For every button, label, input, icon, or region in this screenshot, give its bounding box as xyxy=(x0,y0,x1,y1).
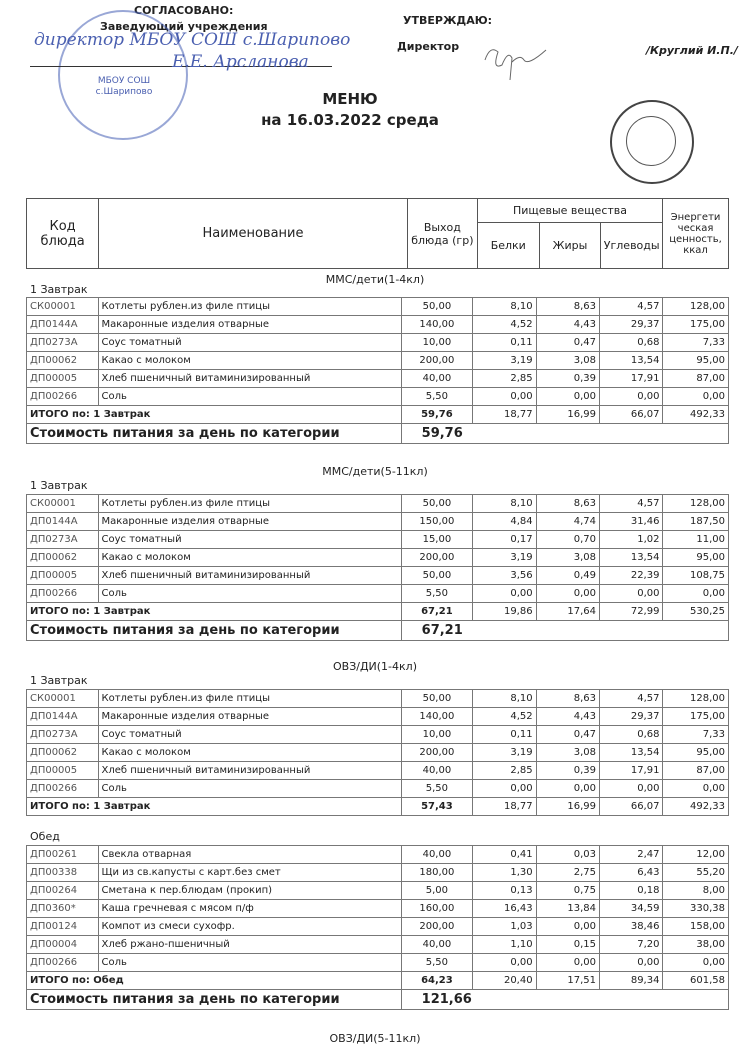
official-seal xyxy=(610,100,694,184)
dish-weight: 5,00 xyxy=(401,882,473,900)
dish-fat: 4,43 xyxy=(536,316,599,334)
total-label: ИТОГО по: 1 Завтрак xyxy=(27,406,402,424)
table-row xyxy=(27,495,729,513)
total-label: ИТОГО по: 1 Завтрак xyxy=(27,603,402,621)
cost-label: Стоимость питания за день по категории xyxy=(27,621,402,641)
total-energy: 601,58 xyxy=(663,972,729,990)
total-weight: 67,21 xyxy=(401,603,473,621)
dish-protein: 2,85 xyxy=(473,762,536,780)
dish-carbs: 0,18 xyxy=(600,882,663,900)
dish-code: ДП0273А xyxy=(27,334,99,352)
dish-weight: 140,00 xyxy=(401,316,473,334)
dish-code: ДП00266 xyxy=(27,388,99,406)
approve-label: УТВЕРЖДАЮ: xyxy=(403,14,493,27)
dish-carbs: 17,91 xyxy=(600,370,663,388)
dish-code: СК00001 xyxy=(27,298,99,316)
cost-row xyxy=(27,990,729,1010)
dish-protein: 0,00 xyxy=(473,388,536,406)
dish-name: Хлеб пшеничный витаминизированный xyxy=(98,762,401,780)
total-weight: 57,43 xyxy=(401,798,473,816)
dish-energy: 0,00 xyxy=(663,780,729,798)
stamp-text: МБОУ СОШ с.Шарипово xyxy=(95,76,153,97)
dish-code: СК00001 xyxy=(27,690,99,708)
dish-weight: 140,00 xyxy=(401,708,473,726)
total-label: ИТОГО по: 1 Завтрак xyxy=(27,798,402,816)
dish-code: ДП00005 xyxy=(27,370,99,388)
dish-energy: 12,00 xyxy=(663,846,729,864)
dish-weight: 40,00 xyxy=(401,846,473,864)
table-row xyxy=(27,708,729,726)
dish-fat: 0,00 xyxy=(536,388,599,406)
total-protein: 18,77 xyxy=(473,406,536,424)
dish-name: Сметана к пер.блюдам (прокип) xyxy=(98,882,401,900)
total-protein: 18,77 xyxy=(473,798,536,816)
total-fat: 16,99 xyxy=(536,798,599,816)
dish-code: ДП0273А xyxy=(27,531,99,549)
section-category: ОВЗ/ДИ(5-11кл) xyxy=(329,1032,421,1045)
dish-weight: 50,00 xyxy=(401,690,473,708)
dish-carbs: 29,37 xyxy=(600,316,663,334)
dish-protein: 4,52 xyxy=(473,316,536,334)
dish-name: Макаронные изделия отварные xyxy=(98,708,401,726)
dish-weight: 200,00 xyxy=(401,918,473,936)
dish-energy: 330,38 xyxy=(663,900,729,918)
dish-fat: 0,00 xyxy=(536,954,599,972)
cost-label: Стоимость питания за день по категории xyxy=(27,424,402,444)
dish-fat: 4,43 xyxy=(536,708,599,726)
meal-title: Обед xyxy=(30,830,60,843)
dish-energy: 7,33 xyxy=(663,334,729,352)
dish-energy: 175,00 xyxy=(663,316,729,334)
dish-weight: 160,00 xyxy=(401,900,473,918)
dish-protein: 0,00 xyxy=(473,954,536,972)
dish-code: ДП00338 xyxy=(27,864,99,882)
dish-fat: 0,49 xyxy=(536,567,599,585)
total-carbs: 89,34 xyxy=(600,972,663,990)
dish-weight: 5,50 xyxy=(401,388,473,406)
table-row xyxy=(27,334,729,352)
dish-energy: 87,00 xyxy=(663,762,729,780)
table-row xyxy=(27,954,729,972)
dish-name: Макаронные изделия отварные xyxy=(98,513,401,531)
dish-name: Соль xyxy=(98,388,401,406)
total-carbs: 66,07 xyxy=(600,406,663,424)
meal-title: 1 Завтрак xyxy=(30,283,88,296)
total-fat: 17,64 xyxy=(536,603,599,621)
dish-fat: 8,63 xyxy=(536,495,599,513)
dish-protein: 0,17 xyxy=(473,531,536,549)
dish-fat: 13,84 xyxy=(536,900,599,918)
dish-code: ДП00266 xyxy=(27,954,99,972)
dish-name: Хлеб пшеничный витаминизированный xyxy=(98,567,401,585)
dish-fat: 0,75 xyxy=(536,882,599,900)
dish-name: Компот из смеси сухофр. xyxy=(98,918,401,936)
table-row xyxy=(27,585,729,603)
dish-protein: 3,19 xyxy=(473,549,536,567)
dish-code: ДП0144А xyxy=(27,513,99,531)
dish-fat: 0,47 xyxy=(536,726,599,744)
table-row xyxy=(27,316,729,334)
dish-fat: 0,00 xyxy=(536,918,599,936)
meal-title: 1 Завтрак xyxy=(30,674,88,687)
dish-energy: 38,00 xyxy=(663,936,729,954)
table-row xyxy=(27,513,729,531)
total-carbs: 72,99 xyxy=(600,603,663,621)
dish-weight: 15,00 xyxy=(401,531,473,549)
dish-protein: 4,52 xyxy=(473,708,536,726)
dish-code: ДП00062 xyxy=(27,549,99,567)
table-row xyxy=(27,690,729,708)
dish-name: Соль xyxy=(98,780,401,798)
handwritten-name: Е.Е. Арсланова xyxy=(172,52,309,72)
dish-code: ДП0360* xyxy=(27,900,99,918)
dish-protein: 1,03 xyxy=(473,918,536,936)
dish-name: Какао с молоком xyxy=(98,549,401,567)
dish-code: ДП00005 xyxy=(27,762,99,780)
total-row xyxy=(27,406,729,424)
dish-weight: 5,50 xyxy=(401,585,473,603)
dish-name: Котлеты рублен.из филе птицы xyxy=(98,298,401,316)
dish-protein: 3,56 xyxy=(473,567,536,585)
menu-title: МЕНЮ xyxy=(322,90,378,108)
dish-energy: 7,33 xyxy=(663,726,729,744)
dish-weight: 200,00 xyxy=(401,744,473,762)
table-row xyxy=(27,882,729,900)
dish-protein: 4,84 xyxy=(473,513,536,531)
dish-protein: 0,11 xyxy=(473,726,536,744)
cost-value: 67,21 xyxy=(401,621,728,641)
dish-weight: 5,50 xyxy=(401,954,473,972)
dish-fat: 3,08 xyxy=(536,549,599,567)
dish-energy: 95,00 xyxy=(663,744,729,762)
section-category: ММС/дети(5-11кл) xyxy=(322,465,428,478)
dish-carbs: 6,43 xyxy=(600,864,663,882)
menu-table xyxy=(26,494,729,641)
director-signature xyxy=(480,40,550,90)
column-header-table xyxy=(26,198,729,269)
total-weight: 64,23 xyxy=(401,972,473,990)
dish-carbs: 13,54 xyxy=(600,744,663,762)
dish-weight: 150,00 xyxy=(401,513,473,531)
dish-name: Соус томатный xyxy=(98,334,401,352)
dish-code: ДП00004 xyxy=(27,936,99,954)
dish-protein: 16,43 xyxy=(473,900,536,918)
table-row xyxy=(27,549,729,567)
cost-label: Стоимость питания за день по категории xyxy=(27,990,402,1010)
dish-carbs: 0,00 xyxy=(600,780,663,798)
dish-protein: 1,10 xyxy=(473,936,536,954)
total-protein: 19,86 xyxy=(473,603,536,621)
col-carbs: Углеводы xyxy=(601,223,663,269)
col-nutrients: Пищевые вещества xyxy=(477,199,662,223)
dish-weight: 40,00 xyxy=(401,370,473,388)
dish-code: ДП0144А xyxy=(27,316,99,334)
total-energy: 492,33 xyxy=(663,406,729,424)
dish-fat: 4,74 xyxy=(536,513,599,531)
dish-weight: 180,00 xyxy=(401,864,473,882)
dish-energy: 55,20 xyxy=(663,864,729,882)
dish-name: Какао с молоком xyxy=(98,352,401,370)
total-energy: 530,25 xyxy=(663,603,729,621)
dish-energy: 158,00 xyxy=(663,918,729,936)
table-row xyxy=(27,846,729,864)
col-name: Наименование xyxy=(99,199,408,269)
dish-energy: 128,00 xyxy=(663,298,729,316)
dish-energy: 0,00 xyxy=(663,954,729,972)
dish-code: ДП00005 xyxy=(27,567,99,585)
dish-fat: 0,00 xyxy=(536,780,599,798)
dish-carbs: 1,02 xyxy=(600,531,663,549)
dish-code: ДП00124 xyxy=(27,918,99,936)
dish-name: Котлеты рублен.из филе птицы xyxy=(98,690,401,708)
dish-name: Хлеб ржано-пшеничный xyxy=(98,936,401,954)
dish-energy: 0,00 xyxy=(663,388,729,406)
dish-energy: 175,00 xyxy=(663,708,729,726)
dish-name: Свекла отварная xyxy=(98,846,401,864)
dish-energy: 128,00 xyxy=(663,495,729,513)
table-row xyxy=(27,918,729,936)
cost-value: 59,76 xyxy=(401,424,728,444)
table-row xyxy=(27,370,729,388)
dish-protein: 3,19 xyxy=(473,352,536,370)
cost-value: 121,66 xyxy=(401,990,728,1010)
dish-weight: 200,00 xyxy=(401,352,473,370)
dish-carbs: 17,91 xyxy=(600,762,663,780)
dish-fat: 0,15 xyxy=(536,936,599,954)
dish-protein: 0,00 xyxy=(473,780,536,798)
col-weight: Выход блюда (гр) xyxy=(407,199,477,269)
dish-protein: 8,10 xyxy=(473,495,536,513)
dish-fat: 0,00 xyxy=(536,585,599,603)
table-row xyxy=(27,352,729,370)
table-row xyxy=(27,531,729,549)
dish-energy: 128,00 xyxy=(663,690,729,708)
approve-role: Директор xyxy=(397,40,460,53)
dish-code: ДП0273А xyxy=(27,726,99,744)
dish-code: ДП00062 xyxy=(27,744,99,762)
dish-name: Соль xyxy=(98,585,401,603)
dish-carbs: 13,54 xyxy=(600,352,663,370)
menu-table xyxy=(26,845,729,1010)
dish-carbs: 0,68 xyxy=(600,726,663,744)
table-row xyxy=(27,900,729,918)
col-fat: Жиры xyxy=(539,223,601,269)
dish-fat: 0,70 xyxy=(536,531,599,549)
dish-energy: 187,50 xyxy=(663,513,729,531)
agreed-label: СОГЛАСОВАНО: xyxy=(134,4,234,17)
menu-table xyxy=(26,297,729,444)
dish-name: Щи из св.капусты с карт.без смет xyxy=(98,864,401,882)
dish-fat: 8,63 xyxy=(536,298,599,316)
total-protein: 20,40 xyxy=(473,972,536,990)
table-row xyxy=(27,726,729,744)
dish-energy: 0,00 xyxy=(663,585,729,603)
dish-carbs: 7,20 xyxy=(600,936,663,954)
table-row xyxy=(27,936,729,954)
dish-carbs: 38,46 xyxy=(600,918,663,936)
total-fat: 16,99 xyxy=(536,406,599,424)
dish-fat: 3,08 xyxy=(536,744,599,762)
dish-carbs: 31,46 xyxy=(600,513,663,531)
table-row xyxy=(27,780,729,798)
dish-name: Соль xyxy=(98,954,401,972)
table-row xyxy=(27,762,729,780)
dish-name: Хлеб пшеничный витаминизированный xyxy=(98,370,401,388)
menu-date: на 16.03.2022 среда xyxy=(261,111,439,129)
dish-carbs: 0,00 xyxy=(600,954,663,972)
dish-code: СК00001 xyxy=(27,495,99,513)
dish-protein: 0,00 xyxy=(473,585,536,603)
total-label: ИТОГО по: Обед xyxy=(27,972,402,990)
total-energy: 492,33 xyxy=(663,798,729,816)
total-row xyxy=(27,603,729,621)
table-row xyxy=(27,744,729,762)
section-category: ММС/дети(1-4кл) xyxy=(325,273,425,286)
table-row xyxy=(27,298,729,316)
dish-carbs: 0,68 xyxy=(600,334,663,352)
dish-weight: 50,00 xyxy=(401,495,473,513)
total-weight: 59,76 xyxy=(401,406,473,424)
dish-fat: 8,63 xyxy=(536,690,599,708)
dish-code: ДП00261 xyxy=(27,846,99,864)
meal-title: 1 Завтрак xyxy=(30,479,88,492)
table-row xyxy=(27,388,729,406)
dish-weight: 5,50 xyxy=(401,780,473,798)
dish-fat: 3,08 xyxy=(536,352,599,370)
approve-name: /Круглий И.П./ xyxy=(646,44,738,57)
dish-name: Каша гречневая с мясом п/ф xyxy=(98,900,401,918)
dish-fat: 0,39 xyxy=(536,370,599,388)
dish-code: ДП00062 xyxy=(27,352,99,370)
dish-weight: 40,00 xyxy=(401,936,473,954)
dish-weight: 50,00 xyxy=(401,567,473,585)
dish-fat: 2,75 xyxy=(536,864,599,882)
dish-weight: 40,00 xyxy=(401,762,473,780)
handwritten-title: директор МБОУ СОШ с.Шарипово xyxy=(34,30,351,50)
dish-protein: 0,13 xyxy=(473,882,536,900)
dish-code: ДП0144А xyxy=(27,708,99,726)
agreed-role: Заведующий учреждения xyxy=(100,20,268,33)
dish-carbs: 0,00 xyxy=(600,585,663,603)
section-category: ОВЗ/ДИ(1-4кл) xyxy=(332,660,417,673)
dish-fat: 0,39 xyxy=(536,762,599,780)
total-row xyxy=(27,798,729,816)
dish-weight: 50,00 xyxy=(401,298,473,316)
col-protein: Белки xyxy=(477,223,539,269)
dish-energy: 108,75 xyxy=(663,567,729,585)
total-row xyxy=(27,972,729,990)
total-carbs: 66,07 xyxy=(600,798,663,816)
dish-name: Соус томатный xyxy=(98,531,401,549)
dish-name: Соус томатный xyxy=(98,726,401,744)
dish-protein: 3,19 xyxy=(473,744,536,762)
dish-carbs: 34,59 xyxy=(600,900,663,918)
dish-energy: 8,00 xyxy=(663,882,729,900)
dish-protein: 1,30 xyxy=(473,864,536,882)
dish-code: ДП00266 xyxy=(27,585,99,603)
dish-protein: 2,85 xyxy=(473,370,536,388)
menu-table xyxy=(26,689,729,816)
dish-carbs: 0,00 xyxy=(600,388,663,406)
total-fat: 17,51 xyxy=(536,972,599,990)
dish-weight: 10,00 xyxy=(401,334,473,352)
cost-row xyxy=(27,621,729,641)
dish-name: Котлеты рублен.из филе птицы xyxy=(98,495,401,513)
col-code: Код блюда xyxy=(27,199,99,269)
dish-energy: 11,00 xyxy=(663,531,729,549)
dish-carbs: 29,37 xyxy=(600,708,663,726)
dish-energy: 95,00 xyxy=(663,352,729,370)
dish-carbs: 22,39 xyxy=(600,567,663,585)
table-row xyxy=(27,567,729,585)
dish-protein: 8,10 xyxy=(473,298,536,316)
dish-protein: 0,41 xyxy=(473,846,536,864)
dish-weight: 200,00 xyxy=(401,549,473,567)
dish-name: Какао с молоком xyxy=(98,744,401,762)
table-row xyxy=(27,864,729,882)
dish-energy: 95,00 xyxy=(663,549,729,567)
dish-fat: 0,47 xyxy=(536,334,599,352)
dish-carbs: 4,57 xyxy=(600,298,663,316)
dish-protein: 8,10 xyxy=(473,690,536,708)
dish-weight: 10,00 xyxy=(401,726,473,744)
dish-code: ДП00264 xyxy=(27,882,99,900)
dish-carbs: 13,54 xyxy=(600,549,663,567)
cost-row xyxy=(27,424,729,444)
dish-carbs: 2,47 xyxy=(600,846,663,864)
dish-fat: 0,03 xyxy=(536,846,599,864)
col-energy: Энергети ческая ценность, ккал xyxy=(663,199,729,269)
dish-carbs: 4,57 xyxy=(600,690,663,708)
dish-carbs: 4,57 xyxy=(600,495,663,513)
dish-energy: 87,00 xyxy=(663,370,729,388)
dish-code: ДП00266 xyxy=(27,780,99,798)
dish-name: Макаронные изделия отварные xyxy=(98,316,401,334)
dish-protein: 0,11 xyxy=(473,334,536,352)
